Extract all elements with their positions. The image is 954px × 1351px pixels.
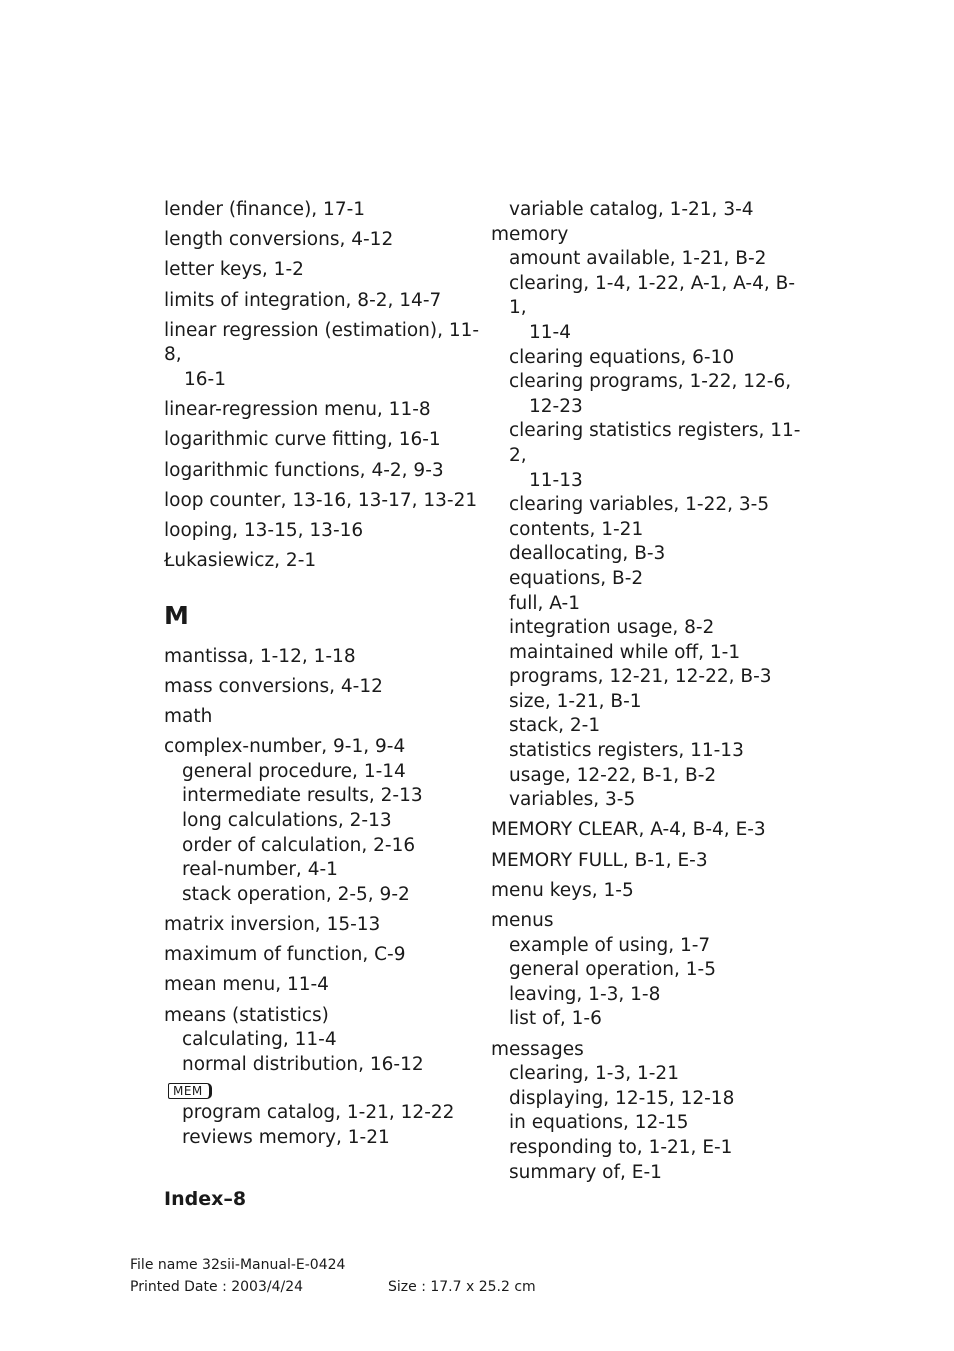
entry-text: letter keys, 1-2 <box>164 259 304 281</box>
entry-text: menu keys, 1-5 <box>491 879 634 901</box>
index-entry <box>164 398 484 423</box>
index-entry <box>164 319 484 393</box>
index-subentry <box>491 690 811 715</box>
index-entry <box>164 228 484 253</box>
entry-text: integration usage, 8-2 <box>509 617 715 639</box>
entry-text: mass conversions, 4-12 <box>164 675 383 697</box>
index-subentry <box>491 764 811 789</box>
entry-text: deallocating, B-3 <box>509 543 666 565</box>
entry-text: logarithmic functions, 4-2, 9-3 <box>164 459 444 481</box>
index-subentry <box>164 883 484 908</box>
entry-text: maximum of function, C-9 <box>164 944 406 966</box>
entry-text: clearing, 1-4, 1-22, A-1, A-4, B-1, <box>509 272 796 319</box>
index-subentry <box>491 616 811 641</box>
entry-text: equations, B-2 <box>509 567 644 589</box>
index-subentry <box>491 542 811 567</box>
index-subentry <box>491 567 811 592</box>
index-subentry <box>491 1062 811 1087</box>
entry-continuation: 11-4 <box>529 321 571 343</box>
index-entry <box>164 459 484 484</box>
index-entry <box>164 973 484 998</box>
index-entry <box>164 943 484 968</box>
entry-text: variable catalog, 1-21, 3-4 <box>509 199 754 220</box>
entry-text: amount available, 1-21, B-2 <box>509 248 767 270</box>
entry-text: order of calculation, 2-16 <box>182 834 416 856</box>
index-column-left <box>164 198 484 1151</box>
index-entry <box>164 1004 484 1029</box>
index-subentry <box>491 247 811 272</box>
entry-text: reviews memory, 1-21 <box>182 1126 390 1148</box>
index-entry <box>164 258 484 283</box>
index-entry <box>491 223 811 248</box>
entry-continuation: 16-1 <box>184 368 226 390</box>
index-entry <box>164 289 484 314</box>
entry-text: contents, 1-21 <box>509 518 644 540</box>
index-entry <box>164 489 484 514</box>
entry-text: clearing variables, 1-22, 3-5 <box>509 494 770 516</box>
entry-text: responding to, 1-21, E-1 <box>509 1136 733 1158</box>
index-subentry <box>491 346 811 371</box>
index-subentry <box>491 592 811 617</box>
index-entry <box>491 818 811 843</box>
entry-text: real-number, 4-1 <box>182 859 338 881</box>
index-entry <box>164 549 484 574</box>
entry-text: looping, 13-15, 13-16 <box>164 519 364 541</box>
entry-text: long calculations, 2-13 <box>182 810 392 831</box>
entry-text: menus <box>491 910 554 931</box>
entry-continuation: 11-13 <box>529 469 583 491</box>
index-subentry <box>491 1136 811 1161</box>
index-subentry <box>491 665 811 690</box>
entry-text: loop counter, 13-16, 13-17, 13-21 <box>164 489 478 511</box>
page-number: Index–8 <box>164 1188 247 1210</box>
index-subentry <box>164 784 484 809</box>
index-subentry <box>491 641 811 666</box>
entry-text: MEMORY CLEAR, A-4, B-4, E-3 <box>491 819 766 841</box>
entry-text: displaying, 12-15, 12-18 <box>509 1087 735 1109</box>
index-subentry <box>491 739 811 764</box>
index-subentry <box>491 714 811 739</box>
index-subentry <box>491 934 811 959</box>
entry-text: mantissa, 1-12, 1-18 <box>164 645 356 667</box>
entry-text: linear regression (estimation), 11-8, <box>164 319 480 366</box>
index-subentry <box>164 1028 484 1053</box>
index-subentry <box>164 834 484 859</box>
index-entry <box>164 705 484 730</box>
entry-continuation: 12-23 <box>529 395 583 417</box>
entry-text: messages <box>491 1038 584 1060</box>
entry-text: length conversions, 4-12 <box>164 229 394 251</box>
index-entry <box>164 519 484 544</box>
index-entry <box>164 645 484 670</box>
entry-text: programs, 12-21, 12-22, B-3 <box>509 666 772 688</box>
entry-text: complex-number, 9-1, 9-4 <box>164 736 406 758</box>
index-subentry <box>491 1111 811 1136</box>
index-entry <box>491 849 811 874</box>
entry-text: stack, 2-1 <box>509 715 601 737</box>
entry-text: clearing, 1-3, 1-21 <box>509 1063 679 1085</box>
index-subentry <box>491 1007 811 1032</box>
index-entry <box>491 879 811 904</box>
entry-text: program catalog, 1-21, 12-22 <box>182 1102 455 1124</box>
mem-key-icon: MEM <box>168 1083 212 1099</box>
entry-text: logarithmic curve fitting, 16-1 <box>164 429 441 451</box>
entry-text: MEMORY FULL, B-1, E-3 <box>491 849 708 871</box>
index-subentry <box>491 272 811 346</box>
entry-text: intermediate results, 2-13 <box>182 785 423 807</box>
index-subentry <box>491 198 811 223</box>
index-entry <box>164 198 484 223</box>
index-subentry <box>491 419 811 493</box>
entries-m-group <box>164 645 484 1078</box>
entry-text: variables, 3-5 <box>509 789 636 811</box>
entry-text: summary of, E-1 <box>509 1161 662 1183</box>
index-entry <box>491 909 811 934</box>
entry-text: lender (finance), 17-1 <box>164 199 366 220</box>
index-subentry <box>491 788 811 813</box>
entries-l-group <box>164 198 484 574</box>
index-column-right <box>491 198 811 1185</box>
index-entry <box>164 428 484 453</box>
index-subentry <box>491 493 811 518</box>
entry-text: clearing statistics registers, 11-2, <box>509 420 801 466</box>
index-subentry <box>491 958 811 983</box>
entry-text: means (statistics) <box>164 1004 329 1026</box>
index-subentry <box>164 809 484 834</box>
entry-text: calculating, 11-4 <box>182 1029 337 1051</box>
entry-text: clearing programs, 1-22, 12-6, <box>509 371 792 393</box>
entry-text: clearing equations, 6-10 <box>509 346 735 368</box>
entry-text: in equations, 12-15 <box>509 1112 689 1134</box>
mem-key-entry <box>164 1077 484 1101</box>
entry-text: list of, 1-6 <box>509 1008 602 1030</box>
index-subentry <box>164 1101 484 1126</box>
entry-text: mean menu, 11-4 <box>164 974 329 996</box>
mem-key-subentries <box>164 1101 484 1150</box>
entry-text: math <box>164 706 213 728</box>
section-heading-m: M <box>164 600 189 630</box>
entry-text: matrix inversion, 15-13 <box>164 913 381 935</box>
index-entry <box>491 1038 811 1063</box>
index-subentry <box>491 983 811 1008</box>
entry-text: maintained while off, 1-1 <box>509 641 741 663</box>
index-subentry <box>164 1126 484 1151</box>
entry-text: general operation, 1-5 <box>509 959 716 981</box>
index-subentry <box>164 760 484 785</box>
index-subentry <box>164 1053 484 1078</box>
index-subentry <box>491 370 811 419</box>
index-entry <box>164 735 484 760</box>
entry-text: normal distribution, 16-12 <box>182 1053 424 1075</box>
entry-text: example of using, 1-7 <box>509 934 711 956</box>
entry-text: Łukasiewicz, 2-1 <box>164 550 317 572</box>
index-subentry <box>491 1161 811 1186</box>
entry-text: general procedure, 1-14 <box>182 760 406 782</box>
index-entry <box>164 913 484 938</box>
index-entry <box>164 675 484 700</box>
entry-text: memory <box>491 223 569 245</box>
entry-text: linear-regression menu, 11-8 <box>164 399 431 421</box>
index-subentry <box>491 1087 811 1112</box>
paper-size: Size : 17.7 x 25.2 cm <box>388 1279 536 1295</box>
index-subentry <box>164 858 484 883</box>
entry-text: leaving, 1-3, 1-8 <box>509 983 661 1005</box>
printed-date: Printed Date : 2003/4/24 <box>130 1279 304 1295</box>
index-subentry <box>491 518 811 543</box>
entry-text: stack operation, 2-5, 9-2 <box>182 883 410 905</box>
entry-text: usage, 12-22, B-1, B-2 <box>509 764 717 786</box>
entry-text: limits of integration, 8-2, 14-7 <box>164 289 442 311</box>
entry-text: statistics registers, 11-13 <box>509 740 744 762</box>
entry-text: size, 1-21, B-1 <box>509 690 642 712</box>
file-name: File name 32sii-Manual-E-0424 <box>130 1257 346 1273</box>
entry-text: full, A-1 <box>509 592 580 614</box>
